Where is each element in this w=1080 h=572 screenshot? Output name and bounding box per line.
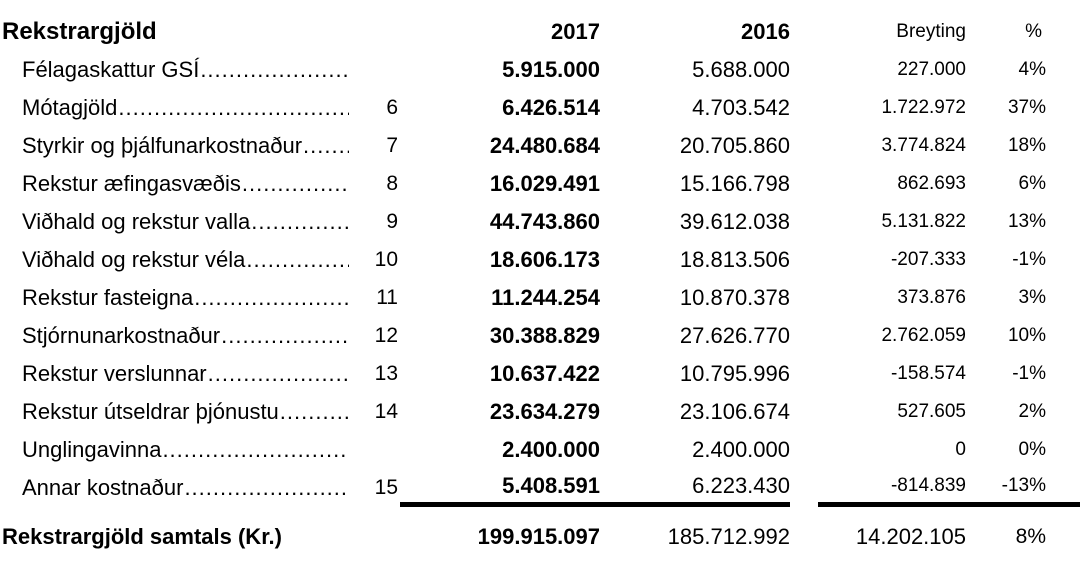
table-title: Rekstrargjöld xyxy=(2,18,157,45)
value-2017: 2.400.000 xyxy=(502,437,600,462)
expense-label-cell xyxy=(0,247,355,273)
value-2017: 30.388.829 xyxy=(489,323,600,348)
value-2016: 10.870.378 xyxy=(679,285,790,310)
dot-leader xyxy=(251,209,349,235)
value-2017: 11.244.254 xyxy=(491,285,600,310)
expense-label: Rekstur útseldrar þjónustu xyxy=(22,399,279,424)
value-2016: 10.795.996 xyxy=(679,361,790,386)
note-number: 11 xyxy=(376,286,398,309)
dot-leader xyxy=(184,475,349,501)
expense-label-cell xyxy=(0,323,355,349)
note-number: 8 xyxy=(386,172,398,195)
change-value: 527.605 xyxy=(897,401,966,422)
expense-label-cell xyxy=(0,57,355,83)
percent-value: -1% xyxy=(1012,249,1046,270)
expense-label-cell xyxy=(0,209,355,235)
dot-leader xyxy=(242,171,349,197)
percent-value: 4% xyxy=(1018,59,1046,80)
expense-row xyxy=(0,203,1080,241)
change-value: 373.876 xyxy=(897,287,966,308)
change-value: 5.131.822 xyxy=(881,211,966,232)
change-value: 1.722.972 xyxy=(881,97,966,118)
expense-row xyxy=(0,279,1080,317)
dot-leader xyxy=(221,323,349,349)
note-number: 13 xyxy=(374,362,398,385)
dot-leader xyxy=(162,437,349,463)
dot-leader xyxy=(208,361,349,387)
change-value: -814.839 xyxy=(818,469,968,507)
percent-value: 37% xyxy=(1007,97,1046,118)
expense-label-cell xyxy=(0,475,355,501)
expense-row xyxy=(0,127,1080,165)
value-2016: 39.612.038 xyxy=(679,209,790,234)
value-2016: 2.400.000 xyxy=(692,437,790,462)
expense-row xyxy=(0,431,1080,469)
value-2016: 20.705.860 xyxy=(679,133,790,158)
expense-label-cell xyxy=(0,133,355,159)
percent-value: 18% xyxy=(1007,135,1046,156)
totals-value-2017: 199.915.097 xyxy=(477,524,600,549)
percent-value: -13% xyxy=(968,469,1080,507)
dot-leader xyxy=(246,247,349,273)
table-body xyxy=(0,51,1080,507)
expense-label-cell xyxy=(0,361,355,387)
expense-row xyxy=(0,393,1080,431)
expense-row xyxy=(0,355,1080,393)
table-header-row xyxy=(0,13,1080,51)
percent-value: 2% xyxy=(1018,401,1046,422)
value-2017: 6.426.514 xyxy=(502,95,600,120)
expense-label: Annar kostnaður xyxy=(22,475,184,500)
value-2017: 5.408.591 xyxy=(400,469,600,507)
totals-percent-value: 8% xyxy=(1015,525,1046,548)
expense-label-cell xyxy=(0,95,355,121)
expense-label-cell xyxy=(0,399,355,425)
expense-label: Rekstur fasteigna xyxy=(22,285,194,310)
value-2017: 44.743.860 xyxy=(489,209,600,234)
column-header-year-2017: 2017 xyxy=(551,19,600,44)
percent-value: 0% xyxy=(1018,439,1046,460)
totals-change-value: 14.202.105 xyxy=(855,524,966,549)
value-2017: 24.480.684 xyxy=(489,133,600,158)
totals-value-2016: 185.712.992 xyxy=(667,524,790,549)
value-2017: 18.606.173 xyxy=(489,247,600,272)
expense-label-cell xyxy=(0,171,355,197)
expense-label: Stjórnunarkostnaður xyxy=(22,323,221,348)
column-header-change: Breyting xyxy=(896,21,966,42)
expense-label: Félagaskattur GSÍ xyxy=(22,57,200,82)
percent-value: 6% xyxy=(1018,173,1046,194)
value-2017: 23.634.279 xyxy=(489,399,600,424)
expense-label-cell xyxy=(0,437,355,463)
value-2017: 10.637.422 xyxy=(489,361,600,386)
expense-row xyxy=(0,469,1080,507)
value-2017: 16.029.491 xyxy=(489,171,600,196)
change-value: 2.762.059 xyxy=(881,325,966,346)
expense-row xyxy=(0,165,1080,203)
note-number: 15 xyxy=(374,476,398,499)
percent-value: 13% xyxy=(1007,211,1046,232)
expense-label: Rekstur æfingasvæðis xyxy=(22,171,241,196)
totals-row xyxy=(0,507,1080,567)
column-header-percent: % xyxy=(1025,21,1042,42)
change-value: 862.693 xyxy=(897,173,966,194)
dot-leader xyxy=(118,95,349,121)
value-2016: 6.223.430 xyxy=(600,469,790,507)
expense-row xyxy=(0,241,1080,279)
note-number: 10 xyxy=(374,248,398,271)
value-2016: 27.626.770 xyxy=(679,323,790,348)
expense-label: Mótagjöld xyxy=(22,95,118,120)
expense-label: Rekstur verslunnar xyxy=(22,361,207,386)
expense-label-cell xyxy=(0,285,355,311)
expense-row xyxy=(0,317,1080,355)
value-2016: 15.166.798 xyxy=(679,171,790,196)
value-2016: 4.703.542 xyxy=(692,95,790,120)
dot-leader xyxy=(200,57,349,83)
expense-label: Viðhald og rekstur véla xyxy=(22,247,246,272)
dot-leader xyxy=(303,133,349,159)
expense-label: Viðhald og rekstur valla xyxy=(22,209,251,234)
dot-leader xyxy=(194,285,349,311)
change-value: -207.333 xyxy=(890,249,966,270)
value-2017: 5.915.000 xyxy=(502,57,600,82)
percent-value: -1% xyxy=(1012,363,1046,384)
note-number: 14 xyxy=(374,400,398,423)
percent-value: 10% xyxy=(1007,325,1046,346)
dot-leader xyxy=(280,399,349,425)
note-number: 7 xyxy=(386,134,398,157)
value-2016: 23.106.674 xyxy=(679,399,790,424)
change-value: 3.774.824 xyxy=(881,135,966,156)
change-value: 227.000 xyxy=(897,59,966,80)
totals-label: Rekstrargjöld samtals (Kr.) xyxy=(2,524,282,549)
expense-label: Styrkir og þjálfunarkostnaður xyxy=(22,133,303,158)
percent-value: 3% xyxy=(1018,287,1046,308)
expense-row xyxy=(0,51,1080,89)
note-number: 12 xyxy=(374,324,398,347)
change-value: 0 xyxy=(955,439,966,460)
note-number: 9 xyxy=(386,210,398,233)
value-2016: 5.688.000 xyxy=(692,57,790,82)
value-2016: 18.813.506 xyxy=(679,247,790,272)
column-header-year-2016: 2016 xyxy=(741,19,790,44)
expense-label: Unglingavinna xyxy=(22,437,162,462)
expense-row xyxy=(0,89,1080,127)
change-value: -158.574 xyxy=(890,363,966,384)
note-number: 6 xyxy=(386,96,398,119)
